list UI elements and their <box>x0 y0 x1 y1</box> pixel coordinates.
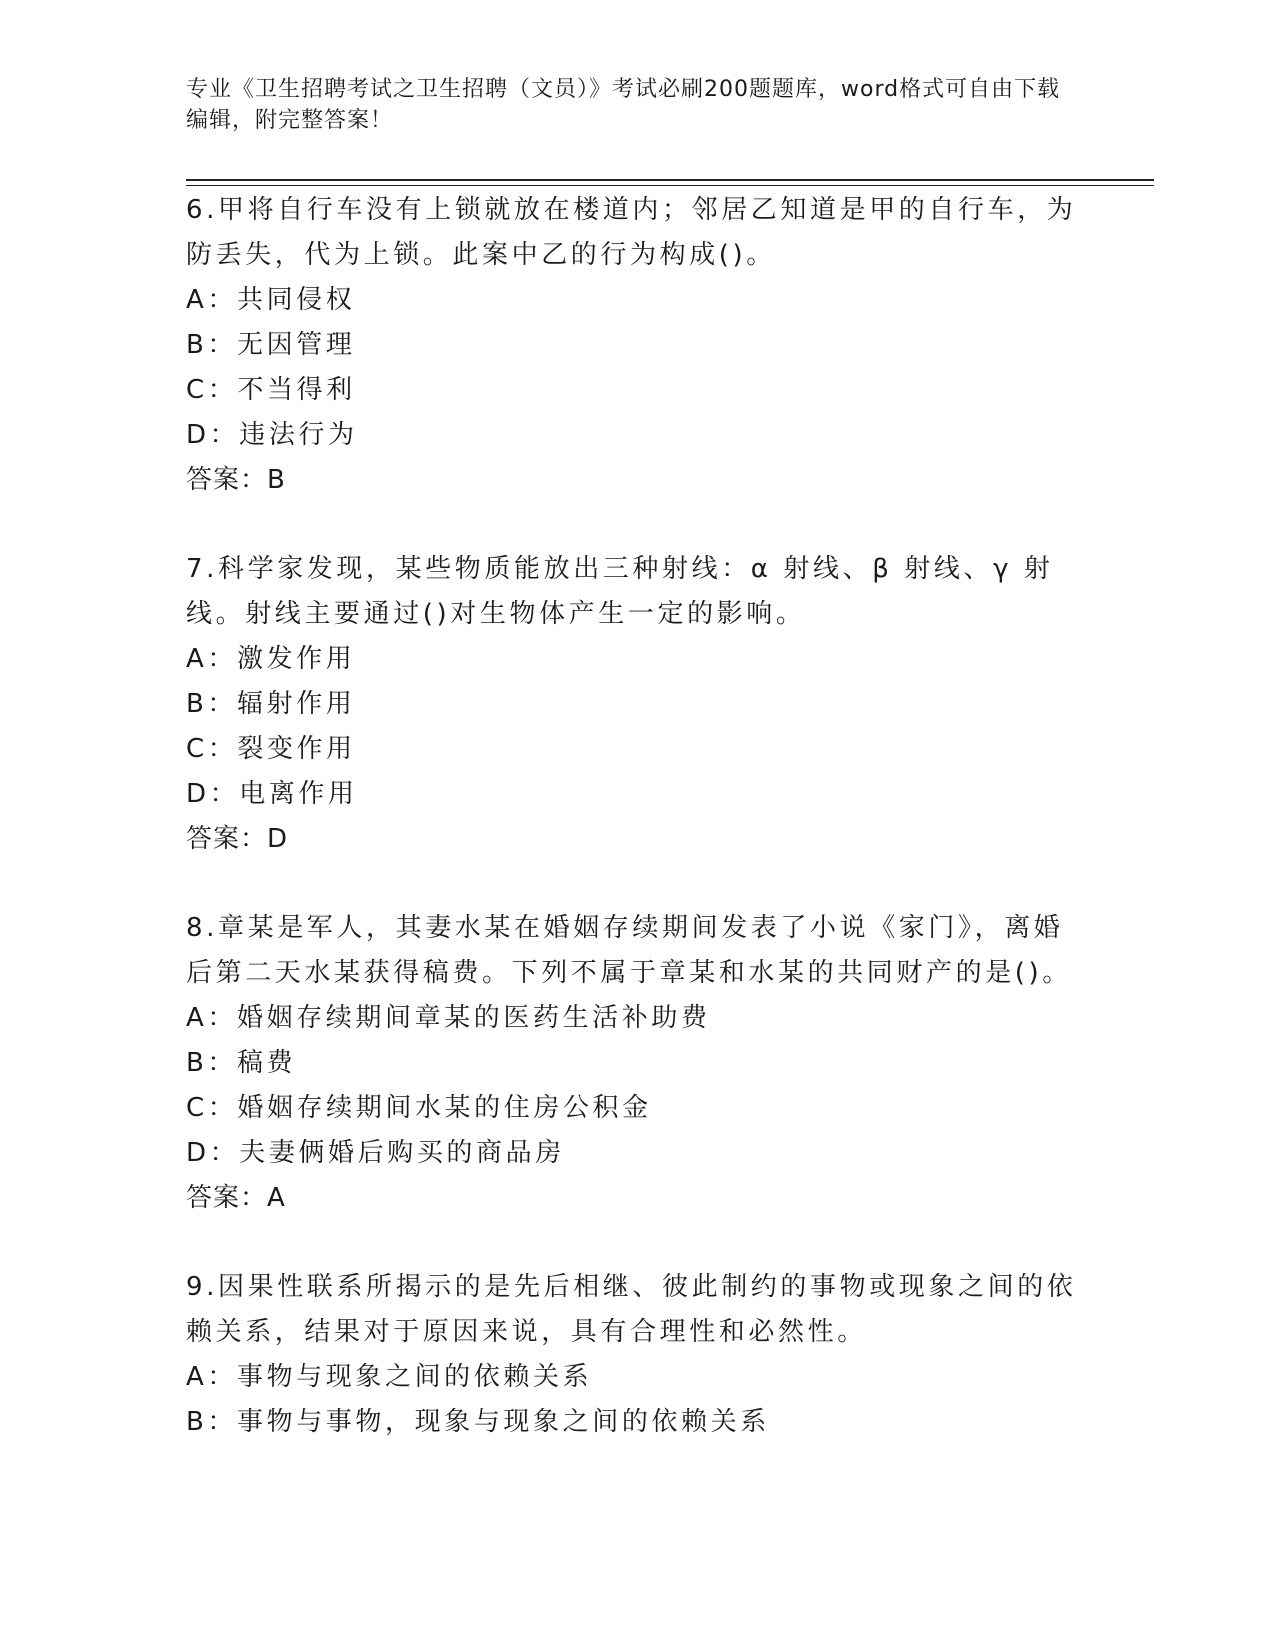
answer: 答案：A <box>186 1183 286 1213</box>
option-b: B：无因管理 <box>186 330 356 360</box>
option-d: D：夫妻俩婚后购买的商品房 <box>186 1138 565 1168</box>
question-stem: 6.甲将自行车没有上锁就放在楼道内；邻居乙知道是甲的自行车，为防丢失，代为上锁。此案中乙的行为构成()。 <box>186 195 1077 270</box>
option-c: C：裂变作用 <box>186 734 356 764</box>
document-header: 专业《卫生招聘考试之卫生招聘（文员）》考试必刷200题题库，word格式可自由下载编辑，附完整答案！ <box>186 77 1061 133</box>
question-item <box>186 906 1086 1221</box>
answer: 答案：D <box>186 824 289 854</box>
question-stem: 7.科学家发现，某些物质能放出三种射线：α 射线、β 射线、γ 射线。射线主要通过()对生物体产生一定的影响。 <box>186 554 1054 629</box>
option-a: A：激发作用 <box>186 644 356 674</box>
header-divider-thick <box>186 179 1154 181</box>
option-d: D：违法行为 <box>186 420 358 450</box>
answer: 答案：B <box>186 465 286 495</box>
option-d: D：电离作用 <box>186 779 358 809</box>
option-a: A：事物与现象之间的依赖关系 <box>186 1362 593 1392</box>
question-list <box>186 188 1086 1489</box>
question-stem: 9.因果性联系所揭示的是先后相继、彼此制约的事物或现象之间的依赖关系，结果对于原因来说，具有合理性和必然性。 <box>186 1272 1077 1347</box>
question-stem: 8.章某是军人，其妻水某在婚姻存续期间发表了小说《家门》，离婚后第二天水某获得稿费。下列不属于章某和水某的共同财产的是()。 <box>186 913 1072 988</box>
option-b: B：事物与事物，现象与现象之间的依赖关系 <box>186 1407 770 1437</box>
option-a: A：共同侵权 <box>186 285 356 315</box>
question-item <box>186 1265 1086 1445</box>
option-a: A：婚姻存续期间章某的医药生活补助费 <box>186 1003 711 1033</box>
option-b: B：稿费 <box>186 1048 297 1078</box>
question-item <box>186 547 1086 862</box>
question-item <box>186 188 1086 503</box>
option-c: C：婚姻存续期间水某的住房公积金 <box>186 1093 652 1123</box>
option-b: B：辐射作用 <box>186 689 356 719</box>
option-c: C：不当得利 <box>186 375 356 405</box>
header-divider-thin <box>186 185 1154 186</box>
